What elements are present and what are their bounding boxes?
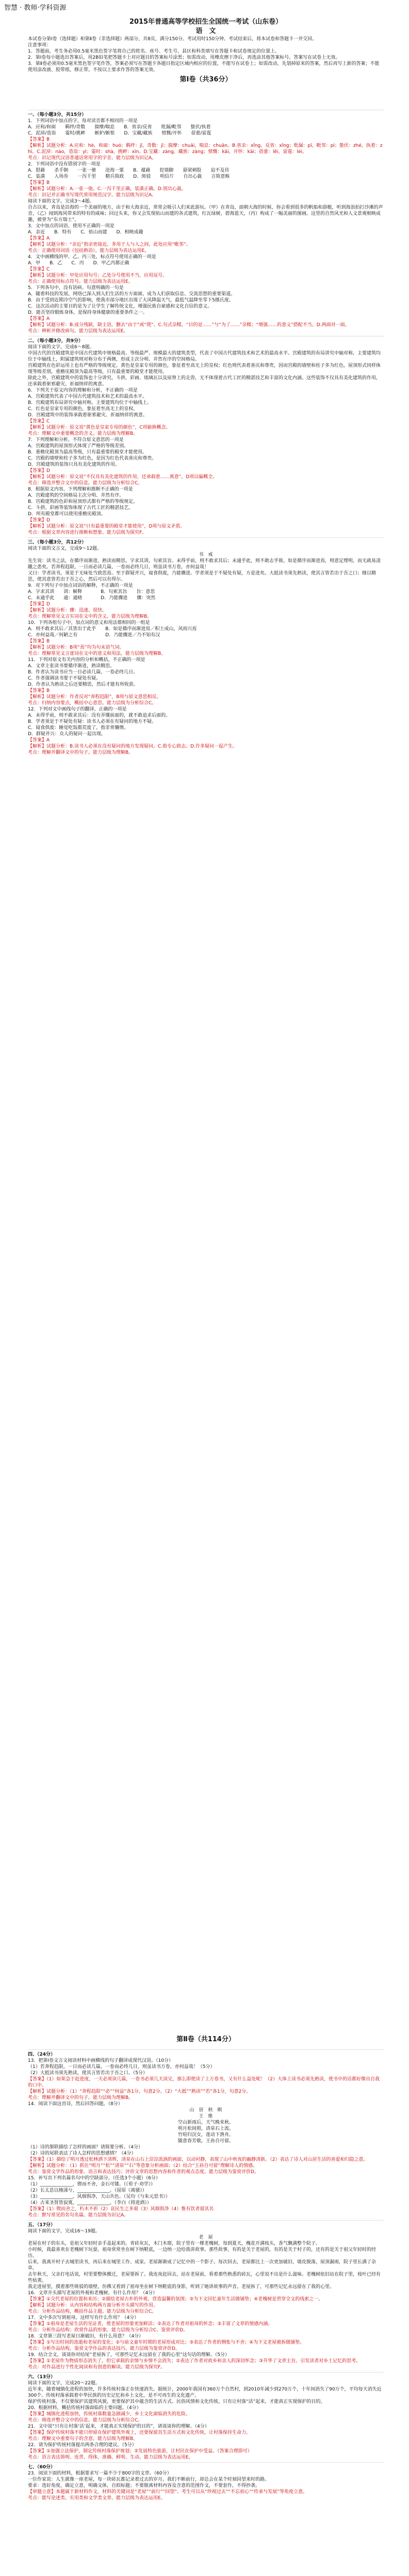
text-line: B．由于受到近期冷空气的影响，使我市部分地区出现了大风降温天气，最低气温降至零下5摄氏度。 (28, 298, 234, 303)
text-line: 竹喧归浣女，莲动下渔舟。 (177, 2132, 234, 2138)
answer-line: 【答案】C (28, 419, 50, 424)
text-line: A．未得乎前，则不敢求其后：没有弄懂前面的，就不敢追求后面的。 (28, 713, 171, 718)
text-line: A．文章主张读书要循序渐进，熟读精思。 (28, 664, 115, 669)
divider (28, 2462, 384, 2463)
text-line: 6．下列关于原文内容的理解和分析，不正确的一项是 (28, 388, 138, 393)
text-line: 12．下列对文中画线句子的翻译，正确的一项是 (28, 707, 127, 712)
answer-line: 【答案】A (28, 738, 50, 743)
answer-line: 【解析】试题分析：原文说“黄色是皇家专用的颜色”，C项偷换概念。 (28, 425, 171, 430)
text-line: （2）长太息以掩涕兮，______________。（屈原《离骚》） (28, 2188, 147, 2193)
text-line: 22．请为保护传统村落提出两条合理的建议。（5分） (28, 2443, 137, 2448)
answer-line: 【答案】①写出时间的流逝和老屋的变化；②与前文童年时期的老屋形成对比；③表达了作者的惆怅与不舍；④为下文老屋被拆做铺垫。 (28, 2340, 305, 2345)
answer-line: 【答案】（1）如果急于赶进度，一天必须读几篇，一卷书必须几天读完，那么即使读了上万卷书，又有什么益处呢！（2）大体上读书必须先熟读，使书中的话都好像出自我的口中。 (28, 2077, 380, 2088)
text-line: 14．阅读下面这首诗，然后回答问题。（8分） (28, 2102, 123, 2107)
text-line: 8．根据原文内容，下列理解和推断不正确的一项是 (28, 487, 133, 492)
text-line: 阅读下面的文字，完成16～19题。 (28, 2229, 100, 2234)
part2-title: 第Ⅱ卷（共114分） (176, 2036, 235, 2043)
text-line: 15．补写出下列名篇名句中的空缺部分。（任选3个小题）（6分） (28, 2176, 160, 2181)
section-heading: 五、（17分） (28, 2223, 56, 2228)
answer-line: 考点：辨析并修改病句。能力层级为表达运用E。 (28, 329, 128, 334)
answer-line: 考点：分析作品结构，鉴赏文学作品的表达技巧。能力层级为鉴赏评价D。 (28, 2346, 180, 2351)
text-line: 4．文中画横线的甲、乙、丙三处，标点符号使用正确的一项是 (28, 255, 156, 260)
exam-header (28, 18, 384, 84)
part2-content (28, 2048, 384, 2576)
answer-line: 【解析】试题分析：作者反对“奔程趋限”，B项与原文意思相反。 (28, 694, 161, 700)
text-line: 5．下列各句中，没有语病、句意明确的一句是 (28, 285, 124, 291)
section-heading: 二、（每小题3分，共9分） (28, 338, 84, 344)
text-line: A．甲 B．乙 C．丙 D．甲乙丙都正确 (28, 261, 129, 266)
divider (28, 2220, 384, 2221)
answer-line: 【解析】试题分析：原文说“不仅具有美化建筑的作用，还承载着……寓意”，D项以偏概全。 (28, 474, 218, 480)
text-line: 小时候，我最喜欢在老槐树下玩耍。祖母常常坐在树下纳鞋底，一边纳一边给我讲故事。那些故事，有的是关于老屋的，有的是关于村子的，还有的是关于祖父年轻时的经历。 (28, 2247, 377, 2259)
divider (28, 2049, 384, 2050)
header-badge: 智慧 · 教师·学科资源 (4, 4, 67, 12)
text-line: 随意春芳歇，王孙自可留。 (177, 2139, 234, 2144)
text-line: A．慰藉 杀手锏 一张一驰 沧海一粟 B．蕴藉 挖墙脚 悬梁刺股 迫不及待 (28, 168, 230, 173)
text-line: C．宫殿的墙壁和柱子多为红色，是因为红色代表喜庆和尊贵。 (28, 456, 157, 461)
answer-line: 【答案】①老屋作为物质形态消失了，但它承载的亲情与乡情不会消失；②表达了作者对故乡和亲人的深切怀念；③升华了文章主旨，引发读者对乡土记忆的思考。 (28, 2359, 361, 2364)
answer-line: 【解析】试题分析：“亲近”指亲密接近，多用于人与人之间，此处应用“毗邻”。 (28, 242, 191, 247)
answer-line: 【解析】试题分析：B.读书人必须在没有疑问的地方发现疑问。C.指专心致志。D.许多疑问一起产生。 (28, 744, 237, 749)
text-line: 9．对下列句子中加点词语的解释，不正确的一项是 (28, 583, 133, 588)
answer-line: 考点：识记并正确书写现代常用规范汉字。能力层级为识记A。 (28, 193, 157, 198)
text-line: C．泥淖/造诣 霎时/挑衅 嫉妒/嫉恨 D．宝藏/藏族 愤慨/开怀 蓓蕾/雷霆 (28, 131, 211, 136)
section-heading: 六、（13分） (28, 2375, 56, 2380)
text-line: D．作者认为熟读之后还要精思，然后才能有所收获。 (28, 682, 138, 687)
part1-title: 第Ⅰ卷（共36分） (179, 76, 232, 83)
text-line: B．宫殿建筑的色彩和屋顶形式都有严格的等级规定。 (28, 499, 138, 504)
text-line: 近年来，随着城镇化进程的加快，许多传统村落正在快速消失。据统计，2000年我国有360万个自然村，到2010年减少到270万个，十年间消失了90万个，平均每天消失近300个。传统村落承载着中华民族的历史记忆和乡土文化，是不可再生的文化遗产。 (28, 2387, 382, 2398)
text-line: 自古以来，青岛是沿海的一个美丽的地方，由于和大海亲近，常常会吸引人们来此游玩。（甲）在青岛，面朝大海的时候，你会看到很多的帆船和游艇，听到海浪拍打沙滩的声音，（乙）闻到海风带来的特有的咸味；回过头来，你又会发现依山而建的各式建筑，红瓦绿树，碧海蓝天，（丙）构成了一幅美丽的图画。这里的自然风光和人文景观相映成趣，被誉为“东方瑞士”。 (28, 205, 383, 223)
text-line: （3）______________，风烟俱净，天山共色。（吴均《与朱元思书》） (28, 2194, 170, 2199)
answer-line: 考点：根据文章内容进行推断和想象。能力层级为探究F。 (28, 530, 147, 535)
answer-line: 【答案】（1）锲而舍之，朽木不折（2）哀民生之多艰（3）风烟俱净（4）惟有饮者留其名 (28, 2207, 214, 2212)
text-line: A．则不敢求其后／其皆出于此乎 B．如是循序而渐进焉／积土成山，风雨兴焉 (28, 626, 197, 632)
text-line: 18．文章第三段写老屋日渐破旧，有什么用意？（4分） (28, 2334, 144, 2339)
text-line: D．能否坚持锻炼身体，是保持身体健康的重要条件之一。 (28, 310, 148, 315)
answer-line: 【解析】试题分析：（1）“奔程趋限”“必”“何益”各1分，句意2分。（2）“大抵”“熟读”“若”各1分，句意2分。 (28, 2089, 251, 2094)
answer-line: 考点：对作品进行个性化阅读和有创意的解读。能力层级为探究F。 (28, 2365, 166, 2370)
text-line: （2）大抵读书须先熟读，使其言皆若出于吾之口。（5分） (28, 2071, 148, 2076)
text-line: C．装潢 入场券 一泻千里 精兵简政 D．斑驳 明信片 自出心裁 言简意赅 (28, 174, 230, 179)
text-line: C．斗拱、彩画等装饰体现了古代工匠的精湛技艺。 (28, 505, 134, 511)
text-line: C．亦何益哉／何陋之有 D．乃能骤进／乃不知有汉 (28, 633, 160, 638)
answer-line: 考点：理解文中重要概念的含义。能力层级为理解B。 (28, 431, 138, 436)
text-line: 1．下列词语中加点的字，每对读音都不相同的一项是 (28, 118, 138, 124)
instruction-line: 注意事项： (28, 43, 52, 48)
text-line: 要求：选好角度，确定立意，明确文体，自拟标题；不要脱离材料内容及含意的范围作文，不要套作，不得抄袭。 (28, 2483, 260, 2488)
text-line: 去年秋天，父亲打电话说，村里要整体搬迁，老屋要拆了。我连夜赶回去，站在老屋前，看着那些熟悉的砖瓦，心里说不出是什么滋味。老槐树依旧站在院子里，枝叶已经有些枯黄。 (28, 2272, 381, 2283)
answer-line: 考点：理解常见文言虚词在文中的意义和用法。能力层级为理解B。 (28, 651, 166, 656)
text-line: 宫殿建筑在色彩运用上也有严格的等级规定。黄色是皇家专用的颜色，象征着至高无上的皇权；红色则代表着喜庆和尊贵，因而宫殿的墙壁和柱子多为红色。屋顶形式同样体现等级差别，重檐庑殿顶为最高等级，只有最重要的殿堂才能使用。 (28, 363, 381, 375)
text-line: A．应和/和面 羁绊/奇数 揣摩/喘息 B．省亲/反省 纰漏/毗邻 蛰伏/执着 (28, 125, 211, 130)
text-line: C．这次活动的主要目的是为了让学生了解传统文化，增强民族自豪感和文化自信的意义。 (28, 304, 212, 309)
divider (28, 537, 384, 538)
section-heading: 三、（每小题3分，共12分） (28, 540, 87, 545)
text-line: 山 居 秋 暝 (189, 2108, 222, 2113)
text-line: 7．下列理解和分析，不符合原文意思的一项是 (28, 437, 124, 443)
text-line: A．随着科技的发展，网络已深入到人们生活的方方面面，成为人们获取信息、交流思想的重要渠道。 (28, 292, 236, 297)
text-line: 明月松间照，清泉石上流。 (177, 2126, 234, 2131)
section-heading: 四、（24分） (28, 2052, 56, 2057)
answer-line: 【答案】①祖母是老屋生活的见证者，使老屋的形象更加鲜活；②表达了作者对祖母的怀念；③丰富了文章的情感内涵。 (28, 2321, 273, 2327)
text-line: B．作者认为读书应当一日必读几篇，一卷必终几日。 (28, 670, 138, 675)
answer-line: 【答案】①交代老屋的位置和来历；②描绘老屋古朴的外观，营造温馨的氛围；③为下文回忆童年生活做铺垫；④老槐树是贯穿全文的线索之一。 (28, 2297, 323, 2302)
answer-line: 【解析】试题分析：骤：迅速、很快。 (28, 608, 107, 613)
text-line: （4）古来圣贤皆寂寞，______________。（李白《将进酒》） (28, 2200, 152, 2206)
answer-line: 【解析】试题分析：A.应和：hè，和面：huó；羁绊：jī，奇数：jī；揣摩：chuǎi，喘息：chuǎn。B.省亲：xǐng，反省：xǐng；纰漏：pī，毗邻：pí；蛰伏：zhé，执着：zhí。C.泥淖：nào，造诣：yì；霎时：shà，挑衅：xìn。D.宝藏：zàng，藏族：zàng；愤慨：kǎi，开怀：kāi；蓓蕾：lěi，雷霆：léi。 (28, 143, 383, 155)
answer-line: 【答案】B (28, 180, 50, 185)
answer-line: 【解析】试题分析：（1）抓住“明月”“松”“清泉”“石”等意象分析画面；（2）结合“王孙自可留”理解诗人的情感。 (28, 2163, 258, 2168)
answer-line: 考点：理解文中重要句子的含意。能力层级为理解B。 (28, 2436, 138, 2442)
text-line: 17．文中多次写到祖母，这样写有什么作用？（4分） (28, 2315, 139, 2320)
text-line: 老 屋 (199, 2235, 213, 2240)
instruction-line: 1．答题前，考生务必用0.5毫米黑色签字笔将自己的姓名、座号、考生号、县区和科类填写在答题卡和试卷规定的位置上。 (28, 49, 280, 54)
answer-line: 【解析】试题分析：甲处应用句号；乙处分号使用不当，应用逗号。 (28, 273, 168, 278)
answer-line: 【解析】试题分析：原文说“只有最重要的殿堂才能使用”，D项与原文矛盾。 (28, 524, 185, 529)
instruction-line: 2．第Ⅰ卷每小题选出答案后，用2B铅笔把答题卡上对应题目的答案标号涂黑；如需改动，用橡皮擦干净后，再选涂其他答案标号。答案写在试卷上无效。 (28, 55, 340, 60)
text-line: 23．阅读下面的材料，根据要求写一篇不少于800字的文章。（60分） (28, 2471, 172, 2476)
text-line: 21．文中说“只有让村落‘活’起来，才能真正实现保护的目的”，请谈谈你的理解。（4分） (28, 2424, 209, 2429)
answer-line: 【答案】城镇化进程加快，传统村落数量急剧减少，乡土文化面临消失的危险。 (28, 2412, 191, 2417)
answer-line: 【答案】D (28, 602, 50, 607)
text-line: 2．下列词语中没有错别字的一项是 (28, 162, 101, 167)
text-line: D．所有殿堂都可以使用重檐庑殿顶。 (28, 512, 106, 517)
text-line: 老屋在村子的东头，是祖父年轻时亲手盖起来的。青砖灰瓦，木门木窗，院子里有一棵老槐树，每到夏天，槐花开满枝头，香气飘满整个院子。 (28, 2241, 321, 2246)
text-line: 王 维 (199, 2114, 213, 2119)
text-line: A．字求其训 训：解释 B．句索其旨 旨：意思 (28, 589, 155, 595)
text-line: 10．下列各组句子中，加点词的意义和用法都相同的一组是 (28, 620, 150, 625)
answer-line: 【答案】C (28, 267, 50, 272)
text-line: 除此之外，宫殿建筑中的装饰也十分讲究，斗拱、彩画、琉璃瓦以及屋脊上的走兽，无不体现着古代工匠的精湛技艺和丰富的文化内涵。这些装饰不仅具有美化建筑的作用，还承载着驱邪避灾、祈福纳祥的寓意。 (28, 376, 381, 387)
text-line: 11．下列对原文有关内容的分析和概括，不正确的一项是 (28, 657, 145, 663)
answer-line: 【答案】A (28, 236, 50, 241)
text-line: C．寝食俱废：睡觉吃饭都荒废了，指非常懒惰。 (28, 725, 129, 731)
text-line: 19．结合全文，谈谈你对结尾“老屋拆了，可那些记忆永远留在了我的心里”这句话的理解。（5分） (28, 2352, 230, 2358)
text-line: 先生说：读书之法，在循序而渐进，熟读而精思。字求其训，句索其旨。未得乎前，则不敢求其后；未通乎此，则不敢志乎彼。如是循序而渐进焉，则意定理明，而无疏易凌躐之患矣。若奔程趋限，一日而必读几篇，一卷而必终几日，则虽读书万卷，亦何益哉！ (28, 558, 381, 570)
text-line: 书 戒 (199, 552, 213, 557)
text-line: A．宫殿建筑代表了中国古代建筑技术和艺术的最高水平。 (28, 394, 148, 399)
answer-line: 考点：理解并翻译文中的句子。能力层级为理解B。 (28, 750, 134, 755)
text-line: 空山新雨后，天气晚来秋。 (177, 2120, 234, 2125)
text-line: D．群疑并兴：众人的疑问一起出现。 (28, 732, 106, 737)
text-line: C．红色是皇家专用的颜色，象征着至高无上的皇权。 (28, 406, 138, 412)
section-heading: 一、（每小题3分，共15分） (28, 112, 87, 117)
answer-line: 考点：识记现代汉语普通话常用字的字音。能力层级为识记A。 (28, 156, 157, 161)
answer-line: 考点：筛选并整合文中的信息。能力层级为分析综合C。 (28, 481, 143, 486)
text-line: 3．文中加点的词语，使用不正确的一项是 (28, 224, 114, 229)
answer-line: 【答案】A (28, 316, 50, 321)
text-line: 阅读下面的文言文，完成9～12题。 (28, 546, 102, 551)
answer-line: 考点：分析作品结构，概括作品主题。能力层级为分析综合C。 (28, 2309, 157, 2314)
answer-line: 【解析】试题分析：A.一张一弛。C.一泻千里正确，装潢正确。D.别出心裁。 (28, 187, 186, 192)
part2-header (28, 2035, 384, 2044)
answer-line: 考点：语言表达简明、连贯、得体，准确、鲜明、生动。能力层级为表达运用E。 (28, 2455, 193, 2460)
text-line: C．未通乎此 通：通晓 D．乃能骤进 骤：突然 (28, 596, 156, 601)
answer-line: 考点：能写论述类、实用类和文学类文章。能力层级为表达运用E。 (28, 2496, 166, 2501)
text-line: 20．根据材料，概括传统村落面临的主要问题。（4分） (28, 2405, 141, 2411)
text-line: 又曰：学者读书，须是于无味处当致思焉。至于群疑并兴，寝食俱废，乃能骤进。学者须是于不疑处有疑，方是进矣。大抵读书须先熟读，使其言皆若出于吾之口；继以精思，使其意皆若出于吾之心，然后可以有得尔。 (28, 571, 377, 582)
text-line: 阅读下面的文字，完成3～4题。 (28, 199, 94, 204)
text-line: C．作者强调读书要于不疑处有疑。 (28, 676, 101, 681)
answer-line: 【审题立意】本题属于新材料作文。材料的关键词是“老屋”“前行”“回望”。考生可以从“珍视过去”“不忘初心”“传承与发展”等角度立意。 (28, 2489, 307, 2495)
text-line: （1）______________，锲而不舍，金石可镂。（《荀子·劝学》） (28, 2182, 156, 2187)
answer-line: 考点：默写常见的名句名篇。能力层级为识记A。 (28, 2213, 129, 2218)
answer-line: 考点：归纳内容要点，概括中心意思。能力层级为分析综合C。 (28, 701, 157, 706)
text-line: 13．把第Ⅰ卷文言文阅读材料中画横线的句子翻译成现代汉语。（10分） (28, 2058, 174, 2063)
text-line: 一位作家说：人生就像一座老屋，每一块砖瓦都记录着过去的岁月。我们不断前行，却总会在某个时刻回望来时的路。 (28, 2477, 270, 2482)
answer-line: 【答案】B (28, 688, 50, 693)
exam-subject: 语 文 (195, 27, 216, 35)
text-line: D．宫殿建筑的装饰只具有美化建筑的作用。 (28, 462, 120, 467)
text-line: B．重檐庑殿顶为最高等级，只有最重要的殿堂才能使用。 (28, 450, 148, 455)
answer-line: 考点：理解常见文言实词在文中的含义。能力层级为理解B。 (28, 614, 152, 619)
instructions (28, 36, 384, 73)
answer-line: 考点：鉴赏文学作品的形象、语言和表达技巧；评价文章的思想内容和作者的观点态度。能力层级为鉴赏评价D。 (28, 2170, 259, 2175)
answer-line: 【答案】B (28, 639, 50, 644)
text-line: D．宫殿建筑中的装饰承载着驱邪避灾、祈福纳祥的寓意。 (28, 413, 148, 418)
text-line: 阅读下面的文字，完成6～8题。 (28, 345, 94, 350)
section-heading: 七、（60分） (28, 2465, 56, 2470)
text-line: B．宫殿建筑布局讲究中轴对称，主要建筑均位于中轴线上。 (28, 400, 152, 405)
text-line: （1）若奔程趋限，一日而必读几篇，一卷而必终几日，则虽读书万卷，亦何益哉！（5分） (28, 2064, 215, 2070)
answer-line: 【答案】（1）描绘了明月透过松林洒下清辉，清泉在山石上淙淙流淌的画面，以动衬静，表现了山中秋夜的幽静清新。（2）表达了诗人对山居生活的喜爱和归隐之意。 (28, 2157, 368, 2162)
instruction-line: 3．第Ⅱ卷必须用0.5毫米黑色签字笔作答，答案必须写在答题卡各题目指定区域内相应的位置，不能写在试卷上；如需改动，先划掉原来的答案，然后再写上新的答案；不能使用涂改液、胶带纸、修正带。不按以上要求作答的答案无效。 (28, 61, 380, 73)
answer-line: 【答案】D (28, 518, 50, 523)
text-line: （2）诗的尾联表达了诗人怎样的思想感情？（4分） (28, 2151, 136, 2156)
text-line: A．宫殿建筑的屋顶形式体现了严格的等级差别。 (28, 444, 129, 449)
answer-line: 考点：正确使用词语（包括熟语）。能力层级为表达运用E。 (28, 248, 150, 253)
part1-content (28, 108, 384, 2014)
answer-line: 【解析】试题分析：B项“焉”均为句末语气词。 (28, 645, 124, 650)
answer-line: 考点：理解并翻译文中的句子。能力层级为理解B。 (28, 2095, 134, 2100)
answer-line: 【解析】试题分析：B.成分残缺，缺主语，删去“由于”或“使”。C.句式杂糅，“目的是……”与“为了……”杂糅；“增强……的意义”搭配不当。D.两面对一面。 (28, 323, 350, 328)
answer-line: 【答案】保护传统村落不能只停留在保护建筑外观上，还要保留其生活方式和文化传统，让村落保持生命力。 (28, 2430, 251, 2435)
instruction-line: 本试卷分第Ⅰ卷（选择题）和第Ⅱ卷（非选择题）两部分，共8页，满分150分。考试用时150分钟。考试结束后，将本试卷和答题卡一并交回。 (28, 37, 317, 42)
text-line: A．宫殿建筑的空间格局主次分明、井然有序。 (28, 493, 124, 498)
answer-line: 【答案】①加强立法保护，制定传统村落保护规划；②发展特色旅游，让村民在保护中受益。（答案合理即可） (28, 2449, 252, 2454)
text-line: 后来，我离开村子去城里读书，再后来在城里工作、成家。老屋渐渐成了记忆中的一个影子。每次回去，老屋都比上一次更加破旧，墙皮脱落，屋顶漏雨，院子里长满了杂草。 (28, 2260, 377, 2271)
answer-line: 考点：分析作品结构；欣赏作品的形象。能力层级为分析综合C、鉴赏评价D。 (28, 2328, 188, 2333)
text-line: B．学者须是于不疑处有疑：读书人必须在有疑问的地方不疑。 (28, 719, 157, 724)
text-line: 16．文章开头描写老屋的外观和老槐树，有什么作用？（4分） (28, 2291, 158, 2296)
text-line: 我走进屋里，摸着那些斑驳的墙壁，仿佛又看到了祖母坐在树下纳鞋底的身影，听到了她讲故事的声音。老屋拆了，可那些记忆永远留在了我的心里。 (28, 2284, 335, 2290)
text-line: 保护传统村落，不仅要保护其建筑风貌，更要保护其中蕴含的生活方式、民俗风情和文化传统。只有让村落“活”起来，才能真正实现保护的目的。 (28, 2399, 325, 2404)
answer-line: 【答案】B (28, 137, 50, 142)
text-line: 中国古代的宫殿建筑是中国古代建筑中规格最高、等级最严、规模最大的建筑类型，代表了中国古代建筑技术和艺术的最高水平。宫殿建筑的布局讲究中轴对称，主要建筑均位于中轴线上，附属建筑则对称分布于两侧，形成主次分明、井然有序的空间格局。 (28, 351, 381, 362)
text-line: A．亲近 B．特有 C．依山而建 D．相映成趣 (28, 230, 143, 235)
answer-line: 考点：筛选并整合文中的信息。能力层级为分析综合C。 (28, 2418, 143, 2423)
text-line: （1）诗的颔联描绘了怎样的画面？请简要分析。（4分） (28, 2145, 143, 2150)
text-line: 阅读下面的文字，完成20～22题。 (28, 2381, 100, 2386)
answer-line: 【答案】D (28, 468, 50, 473)
answer-line: 【解析】试题分析：从内容和结构两方面分析开头描写的作用。 (28, 2303, 158, 2308)
exam-title: 2015年普通高等学校招生全国统一考试（山东卷） (129, 18, 283, 26)
answer-line: 考点：正确使用标点符号。能力层级为表达运用E。 (28, 279, 133, 284)
